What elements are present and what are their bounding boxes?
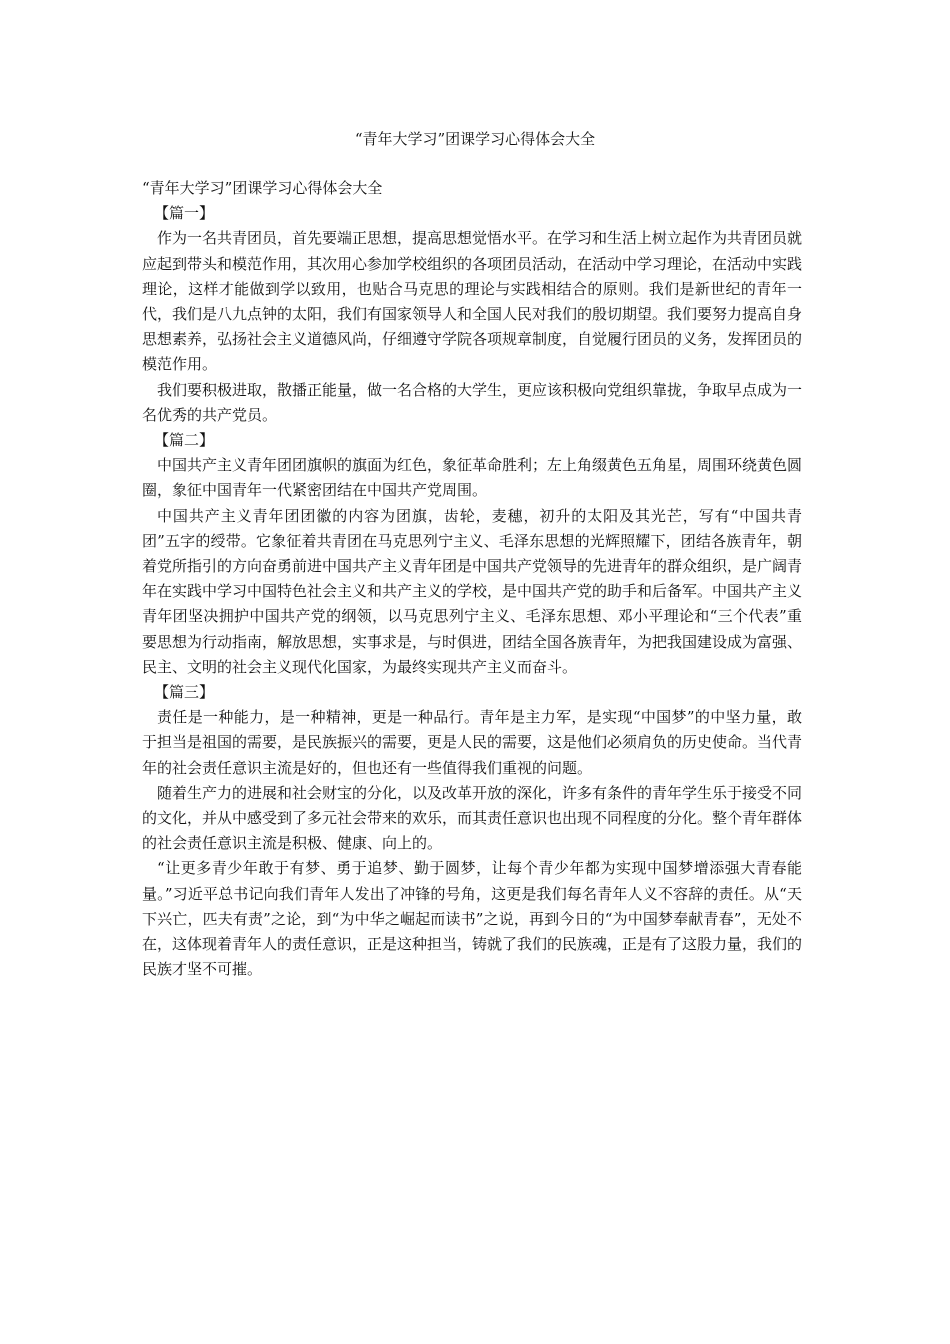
paragraph: 作为一名共青团员，首先要端正思想，提高思想觉悟水平。在学习和生活上树立起作为共青团员就应起到带头和模范作用，其次用心参加学校组织的各项团员活动，在活动中学习理论，在活动中实践理论，这样才能做到学以致用，也贴合马克思的理论与实践相结合的原则。我们是新世纪的青年一代，我们是八九点钟的太阳，我们有国家领导人和全国人民对我们的殷切期望。我们要努力提高自身思想素养，弘扬社会主义道德风尚，仔细遵守学院各项规章制度，自觉履行团员的义务，发挥团员的模范作用。 [142,229,803,374]
paragraph: 责任是一种能力，是一种精神，更是一种品行。青年是主力军，是实现“中国梦”的中坚力量，敢于担当是祖国的需要，是民族振兴的需要，更是人民的需要，这是他们必须肩负的历史使命。当代青年的社会责任意识主流是好的，但也还有一些值得我们重视的问题。 [142,708,803,777]
paragraph: 随着生产力的进展和社会财宝的分化，以及改革开放的深化，许多有条件的青年学生乐于接受不同的文化，并从中感受到了多元社会带来的欢乐，而其责任意识也出现不同程度的分化。整个青年群体的社会责任意识主流是积极、健康、向上的。 [142,783,803,853]
paragraph: 我们要积极进取，散播正能量，做一名合格的大学生，更应该积极向党组织靠拢，争取早点成为一名优秀的共产党员。 [142,380,803,424]
paragraph: 中国共产主义青年团团旗帜的旗面为红色，象征革命胜利；左上角缀黄色五角星，周围环绕黄色圆圈，象征中国青年一代紧密团结在中国共产党周围。 [142,456,803,500]
section-heading-1: 【篇一】 [154,204,215,223]
document-title: “青年大学习”团课学习心得体会大全 [354,130,596,148]
document-subtitle: “青年大学习”团课学习心得体会大全 [142,179,383,197]
paragraph: 中国共产主义青年团团徽的内容为团旗，齿轮，麦穗，初升的太阳及其光芒，写有“中国共青团”五字的绶带。它象征着共青团在马克思列宁主义、毛泽东思想的光辉照耀下，团结各族青年，朝着党所指引的方向奋勇前进中国共产主义青年团是中国共产党领导的先进青年的群众组织，是广阔青年在实践中学习中国特色社会主义和共产主义的学校，是中国共产党的助手和后备军。中国共产主义青年团坚决拥护中国共产党的纲领，以马克思列宁主义、毛泽东思想、邓小平理论和“三个代表”重要思想为行动指南，解放思想，实事求是，与时俱进，团结全国各族青年，为把我国建设成为富强、民主、文明的社会主义现代化国家，为最终实现共产主义而奋斗。 [142,506,803,676]
section-heading-3: 【篇三】 [154,683,215,702]
paragraph: “让更多青少年敢于有梦、勇于追梦、勤于圆梦，让每个青少年都为实现中国梦增添强大青春能量。”习近平总书记向我们青年人发出了冲锋的号角，这更是我们每名青年人义不容辞的责任。从“天下兴亡，匹夫有责”之论，到“为中华之崛起而读书”之说，再到今日的“为中国梦奉献青春”，无处不在，这体现着青年人的责任意识，正是这种担当，铸就了我们的民族魂，正是有了这股力量，我们的民族才坚不可摧。 [142,859,803,979]
section-heading-2: 【篇二】 [154,431,215,450]
document-body [142,176,802,983]
